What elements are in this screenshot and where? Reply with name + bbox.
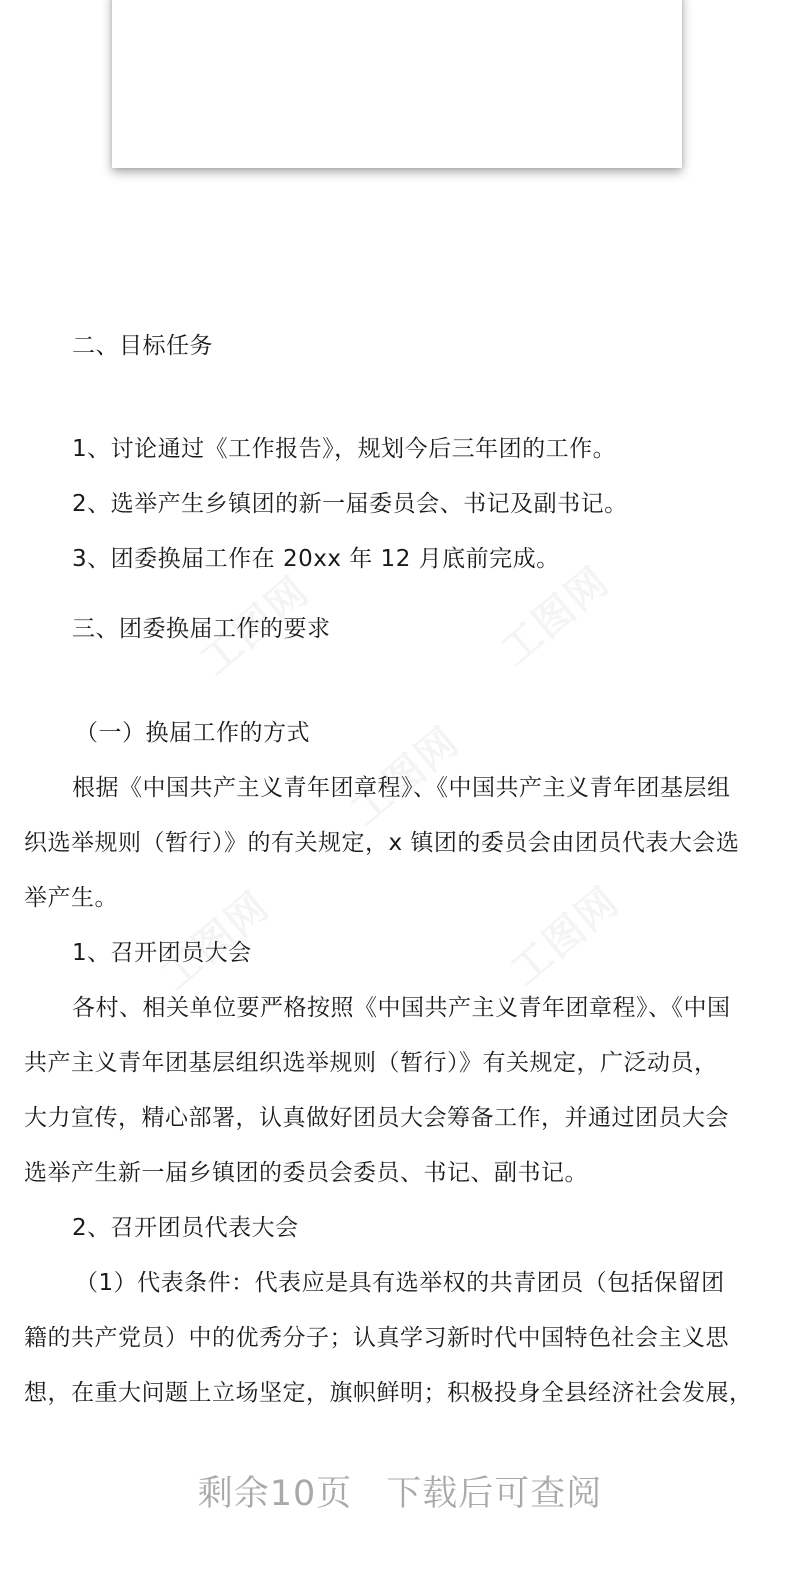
remaining-pages-label: 剩余10页	[197, 1474, 353, 1514]
paragraph-line: 共产主义青年团基层组织选举规则（暂行）》有关规定，广泛动员，	[24, 1050, 718, 1076]
section-heading: 二、目标任务	[72, 333, 213, 359]
previous-page-card	[112, 0, 682, 168]
paragraph-line: 选举产生新一届乡镇团的委员会委员、书记、副书记。	[24, 1160, 588, 1186]
paragraph-line: 3、团委换届工作在 20xx 年 12 月底前完成。	[72, 546, 560, 572]
download-to-view-label: 下载后可查阅	[386, 1474, 603, 1514]
paragraph-line: 大力宣传，精心部署，认真做好团员大会筹备工作，并通过团员大会	[24, 1105, 729, 1131]
paragraph-line: 根据《中国共产主义青年团章程》、《中国共产主义青年团基层组	[72, 775, 731, 801]
paragraph-line: 想，在重大问题上立场坚定，旗帜鲜明；积极投身全县经济社会发展，	[24, 1380, 753, 1406]
subsection-heading: 1、召开团员大会	[72, 940, 252, 966]
paragraph-line: 籍的共产党员）中的优秀分子；认真学习新时代中国特色社会主义思	[24, 1325, 729, 1351]
subsection-heading: 2、召开团员代表大会	[72, 1215, 299, 1241]
paragraph-line: 2、选举产生乡镇团的新一届委员会、书记及副书记。	[72, 491, 628, 517]
section-heading: 三、团委换届工作的要求	[72, 616, 331, 642]
paragraph-line: 举产生。	[24, 885, 118, 911]
subsection-heading: （一）换届工作的方式	[75, 720, 310, 746]
paragraph-line: 1、讨论通过《工作报告》，规划今后三年团的工作。	[72, 436, 617, 462]
remaining-pages-banner[interactable]	[0, 1464, 800, 1524]
paragraph-line: （1）代表条件：代表应是具有选举权的共青团员（包括保留团	[75, 1270, 725, 1296]
paragraph-line: 织选举规则（暂行）》的有关规定，x 镇团的委员会由团员代表大会选	[24, 830, 740, 856]
paragraph-line: 各村、相关单位要严格按照《中国共产主义青年团章程》、《中国	[72, 995, 731, 1021]
watermark	[496, 871, 629, 996]
